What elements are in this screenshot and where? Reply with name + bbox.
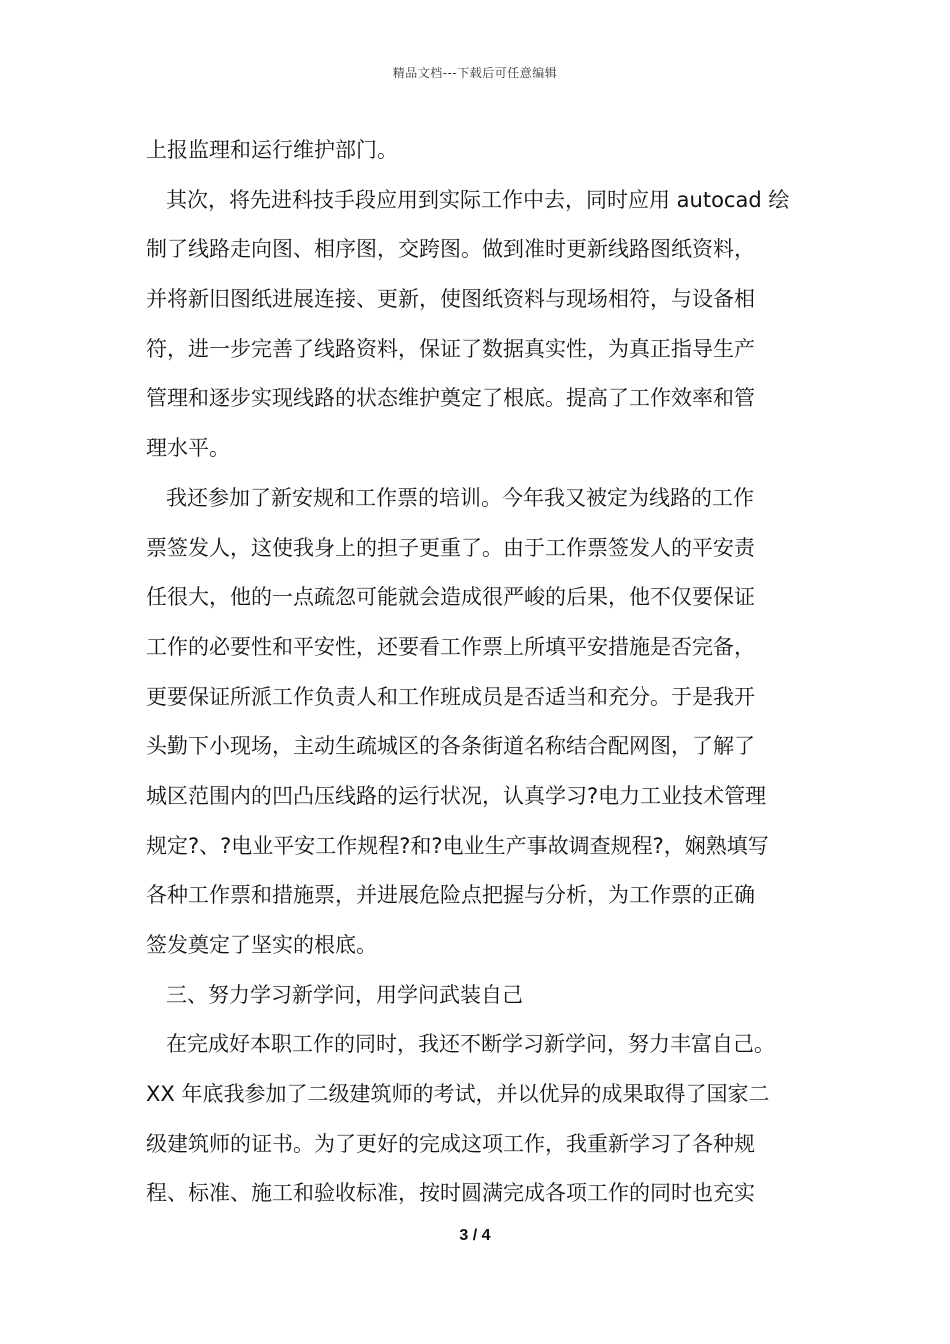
text-line: 上报监理和运行维护部门。 xyxy=(146,138,398,162)
text-line: 并将新旧图纸进展连接、更新，使图纸资料与现场相符，与设备相 xyxy=(146,287,755,312)
text-line: 票签发人，这使我身上的担子更重了。由于工作票签发人的平安责 xyxy=(146,535,755,560)
text-line: 签发奠定了坚实的根底。 xyxy=(146,933,377,957)
text-line: 任很大，他的一点疏忽可能就会造成很严峻的后果，他不仅要保证 xyxy=(146,585,755,610)
text-line: 符，进一步完善了线路资料，保证了数据真实性，为真正指导生产 xyxy=(146,336,755,361)
text-line: 理水平。 xyxy=(146,436,230,461)
text-line: 更要保证所派工作负责人和工作班成员是否适当和充分。于是我开 xyxy=(146,684,755,709)
text-line: 制了线路走向图、相序图，交跨图。做到准时更新线路图纸资料， xyxy=(146,237,755,262)
text-line: 其次，将先进科技手段应用到实际工作中去，同时应用 autocad 绘 xyxy=(166,187,790,212)
text-line: 在完成好本职工作的同时，我还不断学习新学问，努力丰富自己。 xyxy=(166,1032,775,1057)
text-line: 级建筑师的证书。为了更好的完成这项工作，我重新学习了各种规 xyxy=(146,1131,755,1156)
text-line: 三、努力学习新学问，用学问武装自己 xyxy=(166,982,523,1007)
page-header: 精品文档---下载后可任意编辑 xyxy=(392,66,558,80)
text-line: 管理和逐步实现线路的状态维护奠定了根底。提高了工作效率和管 xyxy=(146,386,755,411)
text-line: XX 年底我参加了二级建筑师的考试，并以优异的成果取得了国家二 xyxy=(146,1082,770,1107)
text-line: 规定?、?电业平安工作规程?和?电业生产事故调查规程?，娴熟填写 xyxy=(146,833,769,858)
text-line: 头勤下小现场，主动生疏城区的各条街道名称结合配网图，了解了 xyxy=(146,734,755,759)
text-line: 工作的必要性和平安性，还要看工作票上所填平安措施是否完备， xyxy=(146,634,755,659)
text-line: 城区范围内的凹凸压线路的运行状况，认真学习?电力工业技术管理 xyxy=(146,783,767,808)
document-body xyxy=(146,126,816,1219)
text-line: 程、标准、施工和验收标准，按时圆满完成各项工作的同时也充实 xyxy=(146,1181,755,1206)
text-line: 我还参加了新安规和工作票的培训。今年我又被定为线路的工作 xyxy=(166,485,754,510)
text-line: 各种工作票和措施票，并进展危险点把握与分析，为工作票的正确 xyxy=(146,883,755,908)
page-number: 3 / 4 xyxy=(459,1227,491,1244)
